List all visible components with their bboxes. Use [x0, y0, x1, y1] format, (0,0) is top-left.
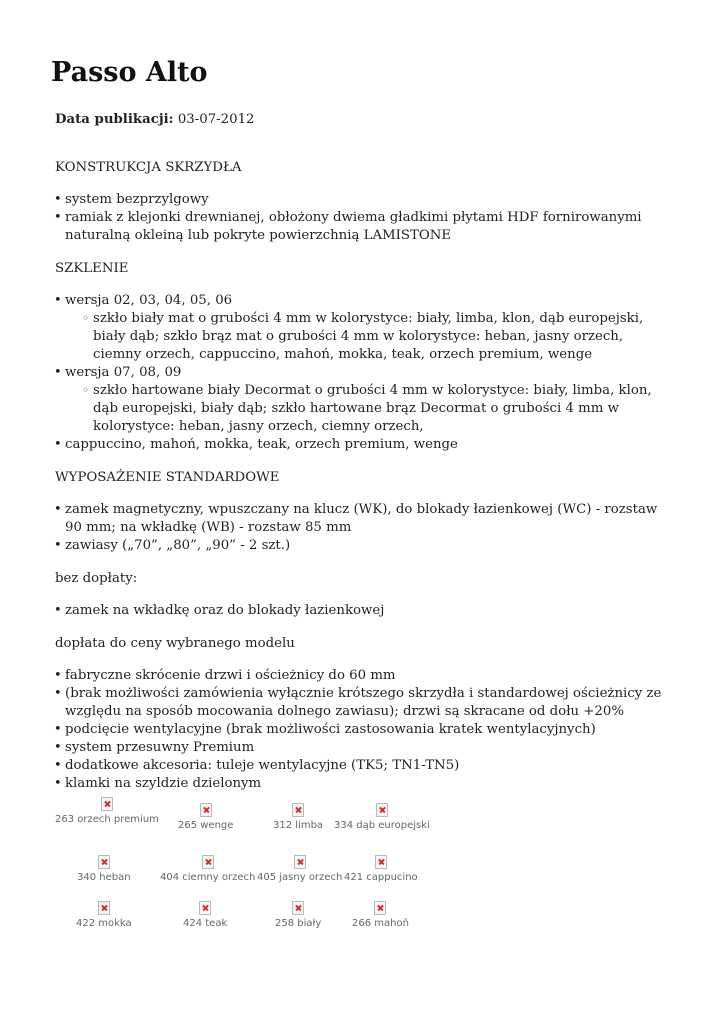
sub-list-item: ◦ szkło hartowane biały Decormat o grubości 4 mm w kolorystyce: biały, limba, klon, dąb europejski, biały dąb; szkło hartowane brąz Decormat o grubości 4 mm w kolorystyce: heban, jasny orzech, ciemny orzech,	[83, 382, 675, 436]
swatch-item[interactable]	[257, 855, 342, 883]
swatch-label: 312 limba	[273, 820, 324, 831]
swatch-label: 421 cappucino	[344, 872, 418, 883]
broken-image-icon	[375, 855, 387, 869]
list-item: • zawiasy („70”, „80”, „90” - 2 szt.)	[55, 537, 675, 555]
section-heading-glazing: SZKLENIE	[55, 261, 129, 276]
list-item: • fabryczne skrócenie drzwi i ościeżnicy do 60 mm	[55, 667, 675, 685]
swatch-item[interactable]	[273, 803, 323, 831]
swatch-item[interactable]	[334, 803, 430, 831]
broken-image-icon	[294, 855, 306, 869]
list-item	[55, 292, 675, 364]
list-item: • zamek na wkładkę oraz do blokady łazienkowej	[55, 602, 675, 620]
glazing-list	[55, 292, 675, 454]
swatch-label: 265 wenge	[178, 820, 234, 831]
swatch-label: 266 mahoń	[352, 918, 409, 929]
section-heading-equipment: WYPOSAŻENIE STANDARDOWE	[55, 470, 280, 485]
list-item: • zamek magnetyczny, wpuszczany na klucz (WK), do blokady łazienkowej (WC) - rozstaw 90 mm; na wkładkę (WB) - rozstaw 85 mm	[55, 501, 675, 537]
no-charge-label: bez dopłaty:	[55, 571, 138, 586]
sub-list-item: ◦ szkło biały mat o grubości 4 mm w kolorystyce: biały, limba, klon, dąb europejski, biały dąb; szkło brąz mat o grubości 4 mm w kolorystyce: heban, jasny orzech, ciemny orzech, cappuccino, mahoń, mokka, teak, orzech premium, wenge	[83, 310, 675, 364]
swatch-label: 258 biały	[275, 918, 322, 929]
list-item	[55, 364, 675, 436]
page-title: Passo Alto	[51, 57, 208, 88]
swatch-label: 422 mokka	[76, 918, 132, 929]
article-content	[55, 110, 675, 793]
swatch-label: 334 dąb europejski	[334, 820, 430, 831]
swatch-item[interactable]	[275, 901, 321, 929]
sub-list	[65, 310, 675, 364]
broken-image-icon	[292, 901, 304, 915]
broken-image-icon	[199, 901, 211, 915]
swatch-item[interactable]	[178, 803, 233, 831]
broken-image-icon	[202, 855, 214, 869]
surcharge-label: dopłata do ceny wybranego modelu	[55, 636, 295, 651]
list-item: • ramiak z klejonki drewnianej, obłożony dwiema gładkimi płytami HDF fornirowanymi naturalną okleiną lub pokryte powierzchnią LAMISTONE	[55, 209, 675, 245]
swatch-item[interactable]	[77, 855, 131, 883]
list-item-text: wersja 07, 08, 09	[65, 365, 182, 380]
swatch-label: 263 orzech premium	[55, 814, 159, 825]
construction-list	[55, 191, 675, 245]
broken-image-icon	[292, 803, 304, 817]
broken-image-icon	[98, 855, 110, 869]
list-item-text: wersja 02, 03, 04, 05, 06	[65, 293, 233, 308]
publication-info	[55, 110, 675, 130]
swatch-item[interactable]	[344, 855, 418, 883]
publication-label: Data publikacji:	[55, 112, 174, 127]
broken-image-icon	[98, 901, 110, 915]
swatch-item[interactable]	[55, 797, 159, 825]
list-item: • klamki na szyldzie dzielonym	[55, 775, 675, 793]
list-item: • podcięcie wentylacyjne (brak możliwości zastosowania kratek wentylacyjnych)	[55, 721, 675, 739]
broken-image-icon	[101, 797, 113, 811]
list-item: • cappuccino, mahoń, mokka, teak, orzech premium, wenge	[55, 436, 675, 454]
list-item: • dodatkowe akcesoria: tuleje wentylacyjne (TK5; TN1-TN5)	[55, 757, 675, 775]
broken-image-icon	[374, 901, 386, 915]
swatch-label: 340 heban	[77, 872, 131, 883]
section-heading-construction: KONSTRUKCJA SKRZYDŁA	[55, 160, 242, 175]
broken-image-icon	[200, 803, 212, 817]
swatch-item[interactable]	[160, 855, 255, 883]
swatch-item[interactable]	[183, 901, 227, 929]
swatch-label: 405 jasny orzech	[257, 872, 343, 883]
list-item: • system bezprzylgowy	[55, 191, 675, 209]
sub-list	[65, 382, 675, 436]
no-charge-list	[55, 602, 675, 620]
publication-date: 03-07-2012	[177, 112, 255, 127]
broken-image-icon	[376, 803, 388, 817]
swatch-item[interactable]	[352, 901, 409, 929]
list-item: • (brak możliwości zamówienia wyłącznie krótszego skrzydła i standardowej ościeżnicy ze względu na sposób mocowania dolnego zawiasu); drzwi są skracane od dołu +20%	[55, 685, 675, 721]
equipment-list	[55, 501, 675, 555]
swatch-item[interactable]	[76, 901, 132, 929]
swatch-label: 424 teak	[183, 918, 228, 929]
swatch-label: 404 ciemny orzech	[160, 872, 256, 883]
surcharge-list	[55, 667, 675, 793]
list-item: • system przesuwny Premium	[55, 739, 675, 757]
